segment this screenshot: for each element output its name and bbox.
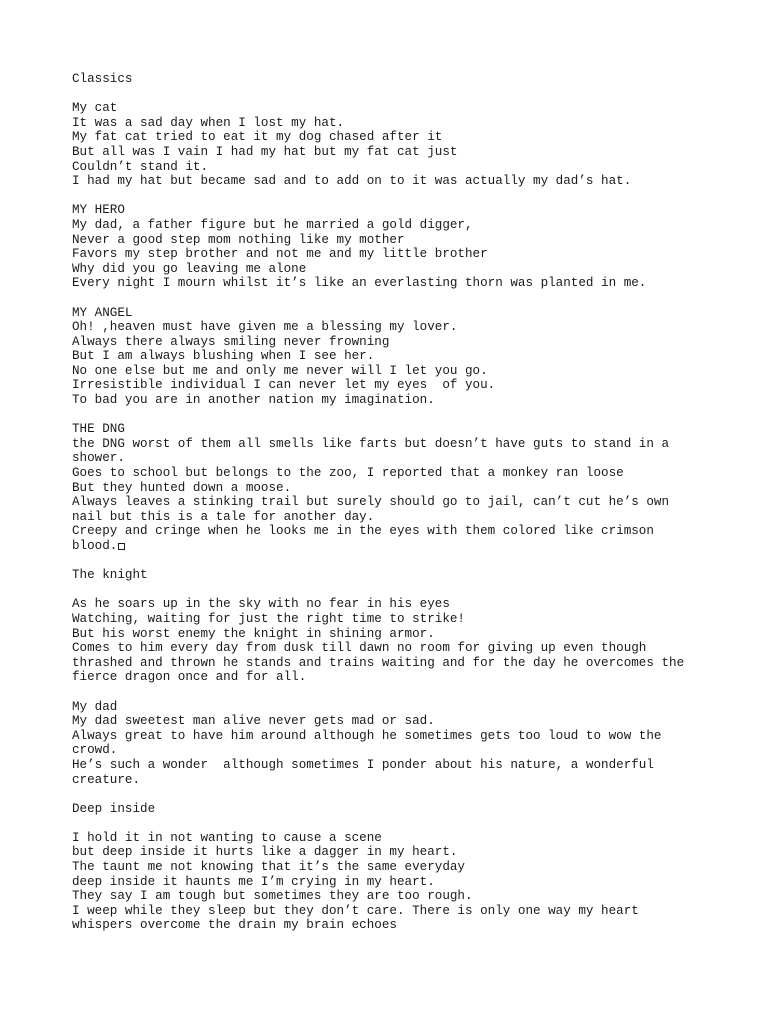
poem-line: Goes to school but belongs to the zoo, I reported that a monkey ran loose — [72, 466, 624, 481]
poem-line: The taunt me not knowing that it’s the same everyday — [72, 860, 465, 875]
poem-line: Always there always smiling never frowning — [72, 334, 390, 349]
poem-line: creature. — [72, 772, 141, 787]
poem-title: Deep inside — [72, 801, 156, 816]
poem-line: Irresistible individual I can never let my eyes of you. — [72, 378, 496, 393]
poem-line: fierce dragon once and for all. — [72, 670, 307, 685]
poem-line: Always great to have him around although he sometimes gets too loud to wow the — [72, 728, 662, 743]
poem-line: As he soars up in the sky with no fear in his eyes — [72, 597, 450, 612]
poem-line: shower. — [72, 451, 125, 466]
poem-line: Never a good step mom nothing like my mother — [72, 232, 405, 247]
poem-line: Every night I mourn whilst it’s like an everlasting thorn was planted in me. — [72, 276, 647, 291]
blank-line — [72, 189, 722, 204]
document-page — [72, 72, 722, 933]
poem-line: Couldn’t stand it. — [72, 159, 209, 174]
poem-title: My dad — [72, 699, 118, 714]
poem-line-last — [72, 539, 722, 554]
poem-line: I had my hat but became sad and to add on to it was actually my dad’s hat. — [72, 174, 632, 189]
poem-the-dng — [72, 422, 722, 553]
poem-line: Watching, waiting for just the right time to strike! — [72, 611, 465, 626]
poem-deep-inside — [72, 802, 722, 933]
poem-line: nail but this is a tale for another day. — [72, 509, 375, 524]
poem-my-dad — [72, 700, 722, 788]
poem-line: Oh! ,heaven must have given me a blessing my lover. — [72, 320, 458, 335]
blank-line — [72, 583, 722, 598]
poem-line: Comes to him every day from dusk till dawn no room for giving up even though — [72, 641, 647, 656]
poem-title: THE DNG — [72, 422, 125, 437]
document-title: Classics — [72, 72, 133, 86]
poem-title: MY ANGEL — [72, 305, 133, 320]
poem-line: They say I am tough but sometimes they are too rough. — [72, 889, 473, 904]
poem-line: To bad you are in another nation my imagination. — [72, 393, 435, 408]
poem-my-hero — [72, 203, 722, 291]
poem-line: the DNG worst of them all smells like farts but doesn’t have guts to stand in a — [72, 436, 670, 451]
poem-line: My dad sweetest man alive never gets mad or sad. — [72, 714, 435, 729]
poem-line: whispers overcome the drain my brain echoes — [72, 918, 397, 933]
poem-line: But I am always blushing when I see her. — [72, 349, 375, 364]
poem-line: No one else but me and only me never will I let you go. — [72, 363, 488, 378]
poem-line: crowd. — [72, 743, 118, 758]
poem-line: Favors my step brother and not me and my little brother — [72, 247, 488, 262]
blank-line — [72, 87, 722, 102]
poem-line: But they hunted down a moose. — [72, 480, 292, 495]
blank-line — [72, 685, 722, 700]
poem-title: My cat — [72, 101, 118, 116]
poem-line: Creepy and cringe when he looks me in the eyes with them colored like crimson — [72, 524, 654, 539]
poem-title: The knight — [72, 568, 148, 583]
poem-line: He’s such a wonder although sometimes I ponder about his nature, a wonderful — [72, 757, 654, 772]
poem-line-text: blood. — [72, 539, 118, 553]
missing-glyph-icon — [118, 543, 125, 550]
poem-line: deep inside it haunts me I’m crying in my heart. — [72, 874, 435, 889]
poem-line: My dad, a father figure but he married a gold digger, — [72, 217, 473, 232]
poem-line: It was a sad day when I lost my hat. — [72, 115, 345, 130]
poem-line: but deep inside it hurts like a dagger in my heart. — [72, 845, 458, 860]
poem-my-angel — [72, 306, 722, 408]
poem-line: I weep while they sleep but they don’t care. There is only one way my heart — [72, 903, 639, 918]
blank-line — [72, 816, 722, 831]
poem-line: But his worst enemy the knight in shining armor. — [72, 626, 435, 641]
blank-line — [72, 291, 722, 306]
poem-the-knight — [72, 568, 722, 685]
poem-line: Why did you go leaving me alone — [72, 261, 307, 276]
poem-line: I hold it in not wanting to cause a scene — [72, 830, 382, 845]
blank-line — [72, 554, 722, 569]
poem-line: My fat cat tried to eat it my dog chased after it — [72, 130, 443, 145]
poem-my-cat — [72, 101, 722, 189]
blank-line — [72, 787, 722, 802]
poem-title: MY HERO — [72, 203, 125, 218]
poem-line: thrashed and thrown he stands and trains waiting and for the day he overcomes the — [72, 655, 685, 670]
poem-line: Always leaves a stinking trail but surely should go to jail, can’t cut he’s own — [72, 495, 670, 510]
blank-line — [72, 408, 722, 423]
poem-line: But all was I vain I had my hat but my fat cat just — [72, 144, 458, 159]
